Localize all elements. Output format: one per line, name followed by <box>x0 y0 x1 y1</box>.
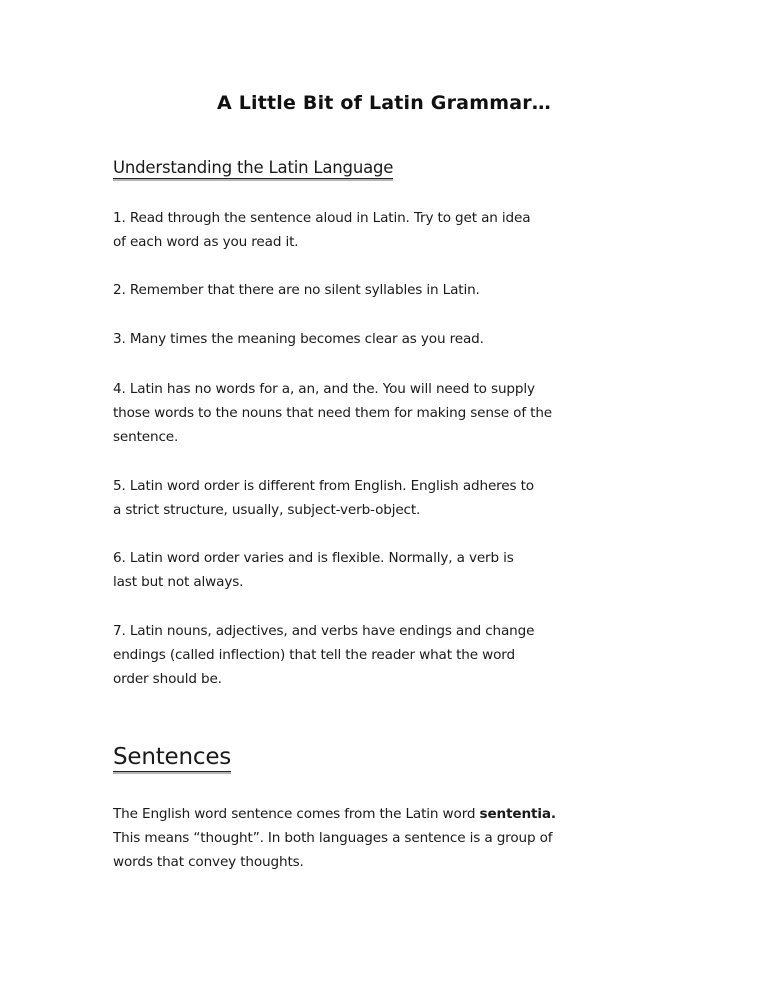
list-item-6 <box>113 546 673 594</box>
list-item-line: 4. Latin has no words for a, an, and the. You will need to supply <box>113 381 535 397</box>
paragraph-line: This means “thought”. In both languages a sentence is a group of <box>113 830 553 846</box>
list-item-line: of each word as you read it. <box>113 234 299 250</box>
list-item-line: 6. Latin word order varies and is flexible. Normally, a verb is <box>113 550 514 566</box>
sentences-paragraph <box>113 802 673 874</box>
list-item-line: 1. Read through the sentence aloud in Latin. Try to get an idea <box>113 210 531 226</box>
list-item-line: 5. Latin word order is different from English. English adheres to <box>113 478 534 494</box>
latin-term-sententia: sententia. <box>479 806 556 822</box>
list-item-5 <box>113 474 673 522</box>
list-item-line: order should be. <box>113 671 222 687</box>
list-item-4 <box>113 377 673 449</box>
list-item-line: 3. Many times the meaning becomes clear as you read. <box>113 331 484 347</box>
section-heading-sentences: Sentences <box>113 744 232 770</box>
list-item-1 <box>113 206 673 254</box>
list-item-2 <box>113 278 673 302</box>
list-item-line: sentence. <box>113 429 179 445</box>
list-item-line: 7. Latin nouns, adjectives, and verbs have endings and change <box>113 623 535 639</box>
list-item-line: a strict structure, usually, subject-verb-object. <box>113 502 421 518</box>
list-item-7 <box>113 619 673 691</box>
list-item-line: endings (called inflection) that tell the reader what the word <box>113 647 515 663</box>
section-heading-understanding-latin: Understanding the Latin Language <box>113 158 394 177</box>
paragraph-line <box>113 802 673 826</box>
document-title: A Little Bit of Latin Grammar… <box>217 92 551 114</box>
list-item-3 <box>113 327 673 351</box>
list-item-line: 2. Remember that there are no silent syllables in Latin. <box>113 282 480 298</box>
paragraph-line: words that convey thoughts. <box>113 854 304 870</box>
paragraph-text: The English word sentence comes from the Latin word <box>113 806 480 822</box>
list-item-line: those words to the nouns that need them for making sense of the <box>113 405 553 421</box>
list-item-line: last but not always. <box>113 574 244 590</box>
